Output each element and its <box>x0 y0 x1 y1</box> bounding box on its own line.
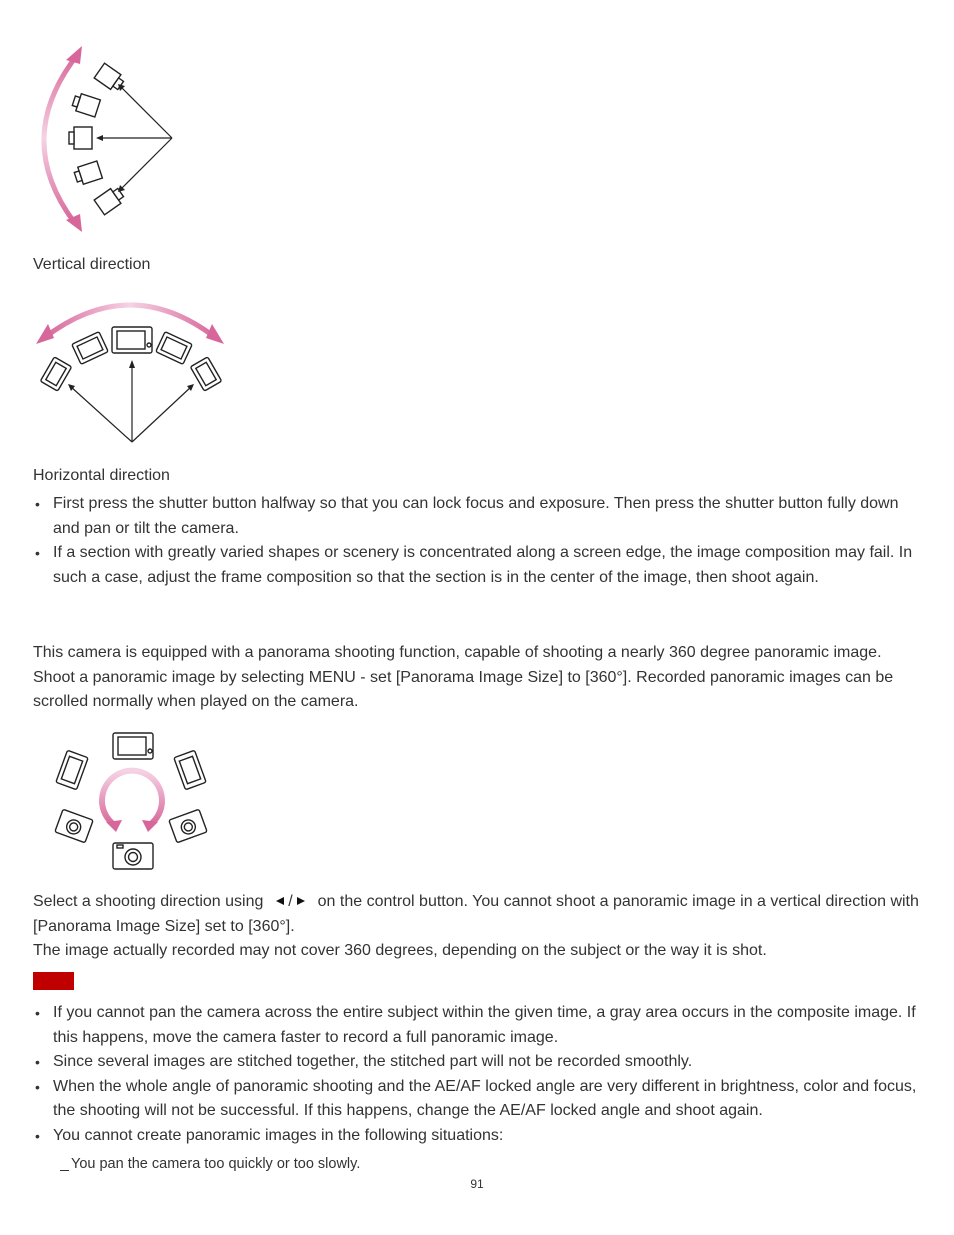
list-item: • Since several images are stitched together, the stitched part will not be recorded smoothly. <box>33 1050 923 1075</box>
list-item: • First press the shutter button halfway so that you can lock focus and exposure. Then press the shutter button fully down and pan or tilt the camera. <box>33 492 923 541</box>
dash-icon <box>60 1170 69 1171</box>
camera-icon <box>72 332 108 365</box>
horizontal-direction-caption: Horizontal direction <box>33 467 170 484</box>
sub-item-text: You pan the camera too quickly or too slowly. <box>71 1156 361 1172</box>
list-item: • If a section with greatly varied shapes or scenery is concentrated along a screen edge, the image composition may fail. In such a case, adjust the frame composition so that the section is in the center of the image, then shoot again. <box>33 541 923 590</box>
camera-icon <box>174 750 206 789</box>
direction-text-after: on the control button. You cannot shoot a panoramic image in a vertical direction with [Panorama Image Size] set to [360°]. <box>33 893 919 935</box>
vertical-direction-illustration <box>30 40 180 240</box>
page-number: 91 <box>470 1177 484 1191</box>
arrow-head <box>106 820 122 832</box>
camera-icon <box>156 332 192 365</box>
camera-icon <box>55 809 93 842</box>
coverage-note: The image actually recorded may not cover 360 degrees, depending on the subject or the way it is shot. <box>33 942 767 959</box>
arrow-head-left <box>36 324 54 344</box>
camera-icon <box>169 809 207 842</box>
camera-icon <box>71 92 100 117</box>
camera-icon <box>112 327 152 353</box>
intro-360-paragraph: This camera is equipped with a panorama shooting function, capable of shooting a nearly 360 degree panoramic image. Shoot a panoramic image by selecting MENU - set [Panorama Image Size] to [360°]. Recorded panoramic images can be scrolled normally when played on the camera. <box>33 644 894 710</box>
tips-list <box>33 492 923 590</box>
list-item: • You cannot create panoramic images in the following situations: <box>33 1124 923 1149</box>
left-arrow-icon <box>276 897 284 905</box>
right-arrow-icon <box>297 897 305 905</box>
camera-icon <box>40 357 71 391</box>
camera-icon <box>69 127 92 149</box>
panorama-360-illustration <box>50 728 215 878</box>
camera-icon <box>190 357 221 391</box>
camera-icon <box>113 733 153 759</box>
direction-separator: / <box>288 893 293 910</box>
arrow-head-up <box>66 46 82 64</box>
camera-icon <box>56 750 88 789</box>
direction-paragraph <box>33 890 923 939</box>
list-item: • When the whole angle of panoramic shooting and the AE/AF locked angle are very different in brightness, color and focus, the shooting will not be successful. If this happens, change the AE/AF locked angle and shoot again. <box>33 1075 923 1124</box>
camera-icon <box>73 161 102 186</box>
list-item: • If you cannot pan the camera across the entire subject within the given time, a gray area occurs in the composite image. If this happens, move the camera faster to record a full panoramic image. <box>33 1001 923 1050</box>
direction-text-before: Select a shooting direction using <box>33 893 264 910</box>
notes-list <box>33 1001 923 1148</box>
rotation-arc <box>102 771 162 826</box>
note-marker <box>33 972 74 990</box>
camera-icon <box>113 843 153 869</box>
vertical-direction-caption: Vertical direction <box>33 256 151 273</box>
arrow-head <box>142 820 158 832</box>
horizontal-direction-illustration <box>30 290 230 450</box>
sub-list-item <box>60 1154 360 1174</box>
arrow-head-right <box>206 324 224 344</box>
